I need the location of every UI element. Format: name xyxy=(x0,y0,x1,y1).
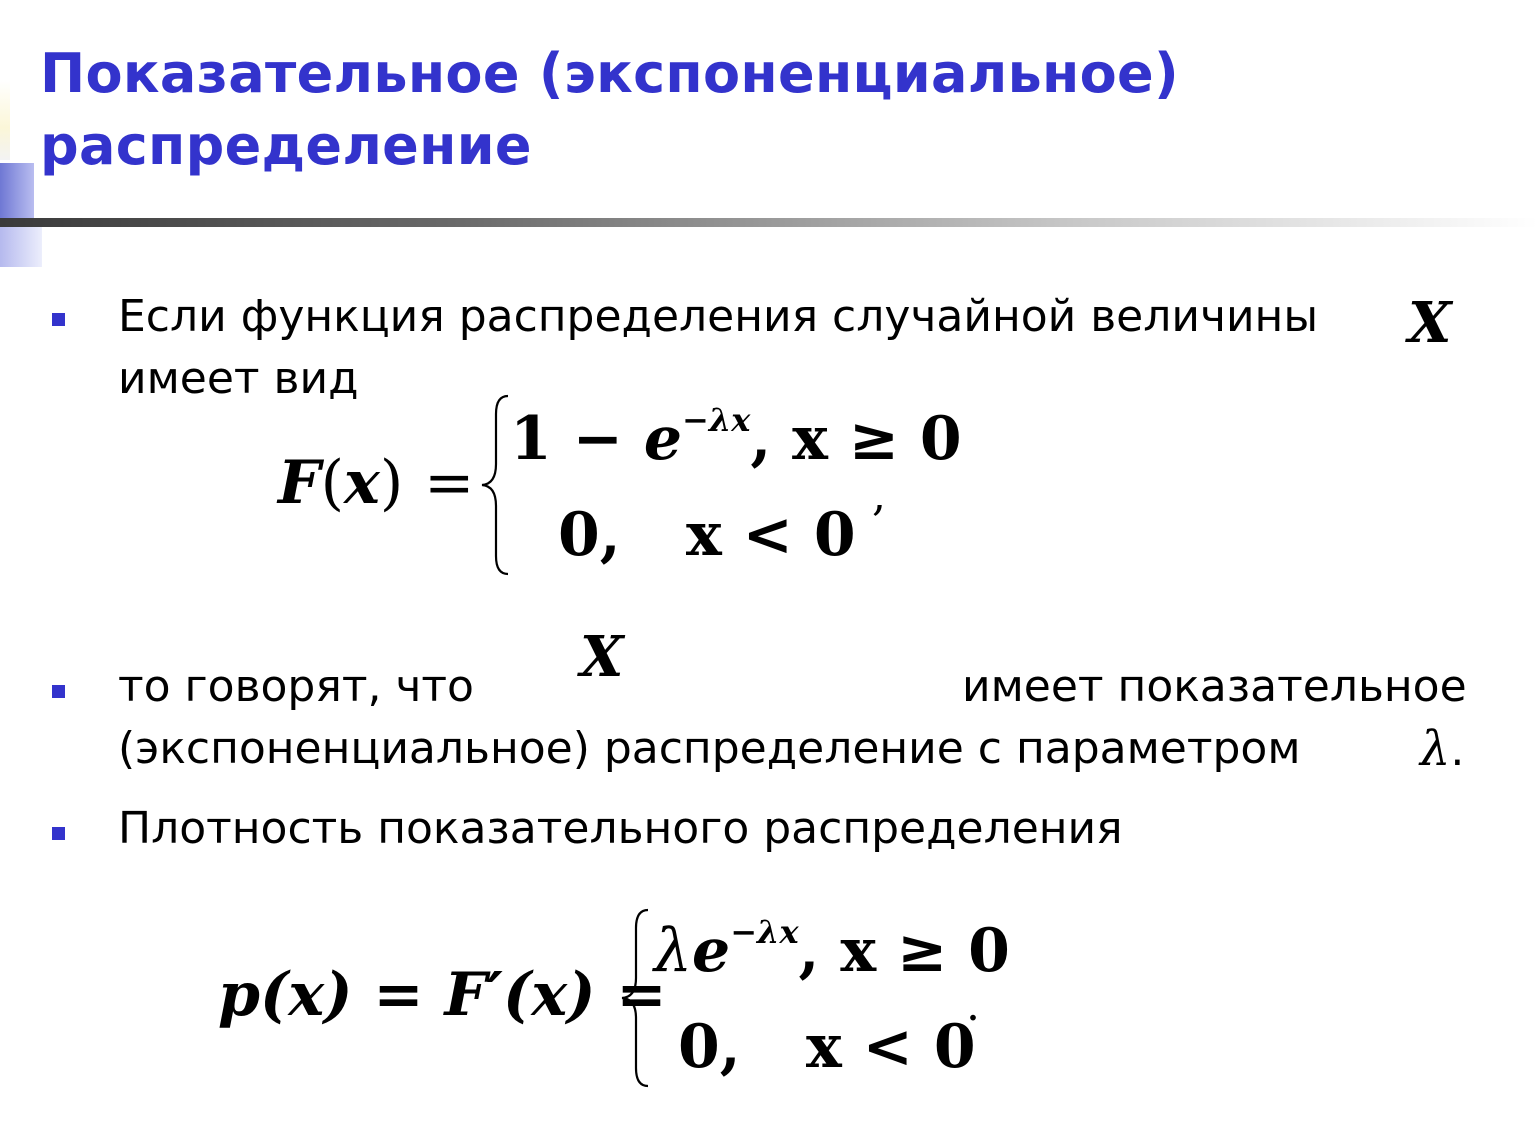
decor-blue-square xyxy=(0,163,34,218)
formula-pdf-case1-exponent: −λx xyxy=(730,913,799,951)
formula-pdf-case1 xyxy=(654,913,1010,986)
slide-title-line1: Показательное (экспоненциальное) xyxy=(40,42,1179,105)
bullet1-text-line2: имеет вид xyxy=(118,353,359,404)
formula-pdf-case2-value: 0, xyxy=(678,1012,741,1082)
formula-cdf-case1 xyxy=(510,401,962,474)
bullet2-variable-x: X xyxy=(580,624,624,690)
bullet-marker-3 xyxy=(52,827,65,840)
bullet2-text-tail: имеет показательное xyxy=(962,661,1467,712)
decor-light-strip xyxy=(0,80,10,160)
formula-cdf-trailing-comma: , xyxy=(872,470,886,521)
bullet3-text: Плотность показательного распределения xyxy=(118,803,1123,854)
bullet2-text-lead: то говорят, что xyxy=(118,661,474,712)
bullet2-text-line2: (экспоненциальное) распределение с параметром xyxy=(118,723,1301,774)
formula-cdf-case1-base: e xyxy=(643,404,682,474)
slide-title-line2: распределение xyxy=(40,114,532,177)
bullet-marker-1 xyxy=(52,313,65,326)
formula-cdf-fn: F xyxy=(278,448,321,518)
bullet2-period: . xyxy=(1450,725,1465,776)
formula-pdf-case1-condition: , x ≥ 0 xyxy=(798,916,1010,986)
formula-cdf-case1-condition: , x ≥ 0 xyxy=(750,404,962,474)
title-divider-line xyxy=(0,218,1538,227)
formula-pdf-case2-condition: x < 0 xyxy=(806,1012,976,1082)
bullet2-parameter xyxy=(1420,718,1464,782)
formula-pdf-case1-lambda: λ xyxy=(654,916,693,986)
formula-cdf-arg: x xyxy=(344,448,380,518)
formula-cdf-case1-exponent: −λx xyxy=(682,401,751,439)
formula-pdf-lhs: p(x) = F′(x) = xyxy=(218,960,667,1030)
bullet2-parameter-lambda: λ xyxy=(1420,721,1451,777)
bullet-marker-2 xyxy=(52,685,65,698)
formula-pdf-trailing-period: . xyxy=(966,980,980,1031)
slide-title xyxy=(40,38,1179,182)
formula-cdf-brace xyxy=(478,392,514,578)
formula-pdf-brace xyxy=(618,906,654,1090)
formula-pdf-case1-base: e xyxy=(692,916,731,986)
bullet1-variable-x: X xyxy=(1408,290,1452,356)
formula-cdf-case1-lead: 1 − xyxy=(510,404,644,474)
formula-cdf-lhs: F(x) = xyxy=(278,448,475,518)
formula-cdf-case2-value: 0, xyxy=(558,500,621,570)
bullet1-text-line1: Если функция распределения случайной величины xyxy=(118,291,1319,342)
formula-cdf-case2-condition: x < 0 xyxy=(686,500,856,570)
formula-cdf-equals: = xyxy=(424,448,475,518)
decor-light-blue-block xyxy=(0,227,42,267)
